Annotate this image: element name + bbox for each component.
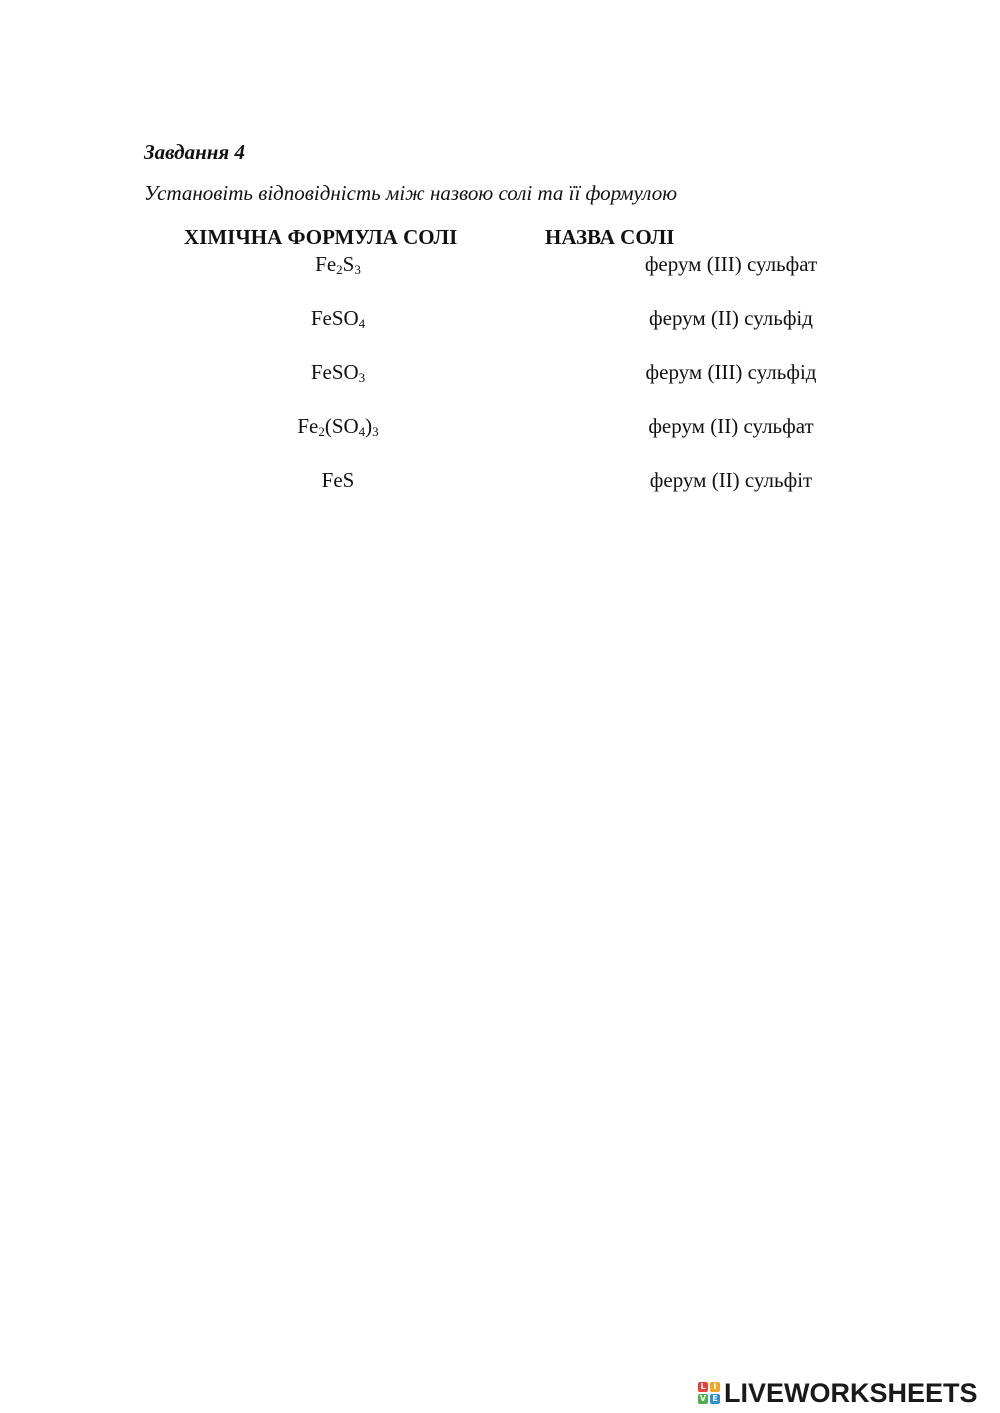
- logo-tile: I: [710, 1382, 720, 1392]
- formula-column-header: ХІМІЧНА ФОРМУЛА СОЛІ: [184, 225, 458, 249]
- formula-item: [258, 360, 418, 385]
- formula-subscript: 4: [358, 316, 366, 331]
- formula-subscript: 3: [354, 262, 361, 277]
- formula-text: Fe: [297, 414, 319, 438]
- logo-tile: V: [699, 1394, 707, 1403]
- formula-item: [258, 252, 418, 277]
- salt-name-item: ферум (III) сульфід: [645, 360, 817, 384]
- task-title: Завдання 4: [144, 140, 245, 164]
- salt-name-item: ферум (II) сульфід: [649, 306, 813, 330]
- formula-subscript: 3: [358, 370, 366, 385]
- formula-subscript: 4: [358, 424, 366, 439]
- formula-text: S: [342, 252, 355, 276]
- formula-item: [258, 306, 418, 331]
- liveworksheets-logo-icon: [698, 1382, 720, 1404]
- formula-item: [258, 414, 418, 439]
- salt-name-item: ферум (II) сульфіт: [649, 468, 813, 492]
- formula-text: FeS: [321, 468, 355, 492]
- formula-subscript: 3: [372, 424, 379, 439]
- formula-text: FeSO: [310, 360, 359, 384]
- formula-subscript: 2: [336, 262, 343, 277]
- task-instruction: Установіть відповідність між назвою солі та її формулою: [144, 181, 678, 205]
- liveworksheets-logo-text: LIVEWORKSHEETS: [724, 1377, 978, 1408]
- logo-tile: L: [698, 1382, 708, 1392]
- formula-item: [258, 468, 418, 493]
- name-column-header: НАЗВА СОЛІ: [545, 225, 675, 249]
- liveworksheets-logo: [698, 1376, 978, 1410]
- formula-subscript: 2: [318, 424, 325, 439]
- formula-text: FeSO: [310, 306, 359, 330]
- formula-text: Fe: [315, 252, 337, 276]
- logo-tile: E: [710, 1394, 720, 1404]
- salt-name-item: ферум (II) сульфат: [648, 414, 814, 438]
- formula-text: (SO: [324, 414, 359, 438]
- formula-text: ): [365, 414, 373, 438]
- salt-name-item: ферум (III) сульфат: [644, 252, 818, 276]
